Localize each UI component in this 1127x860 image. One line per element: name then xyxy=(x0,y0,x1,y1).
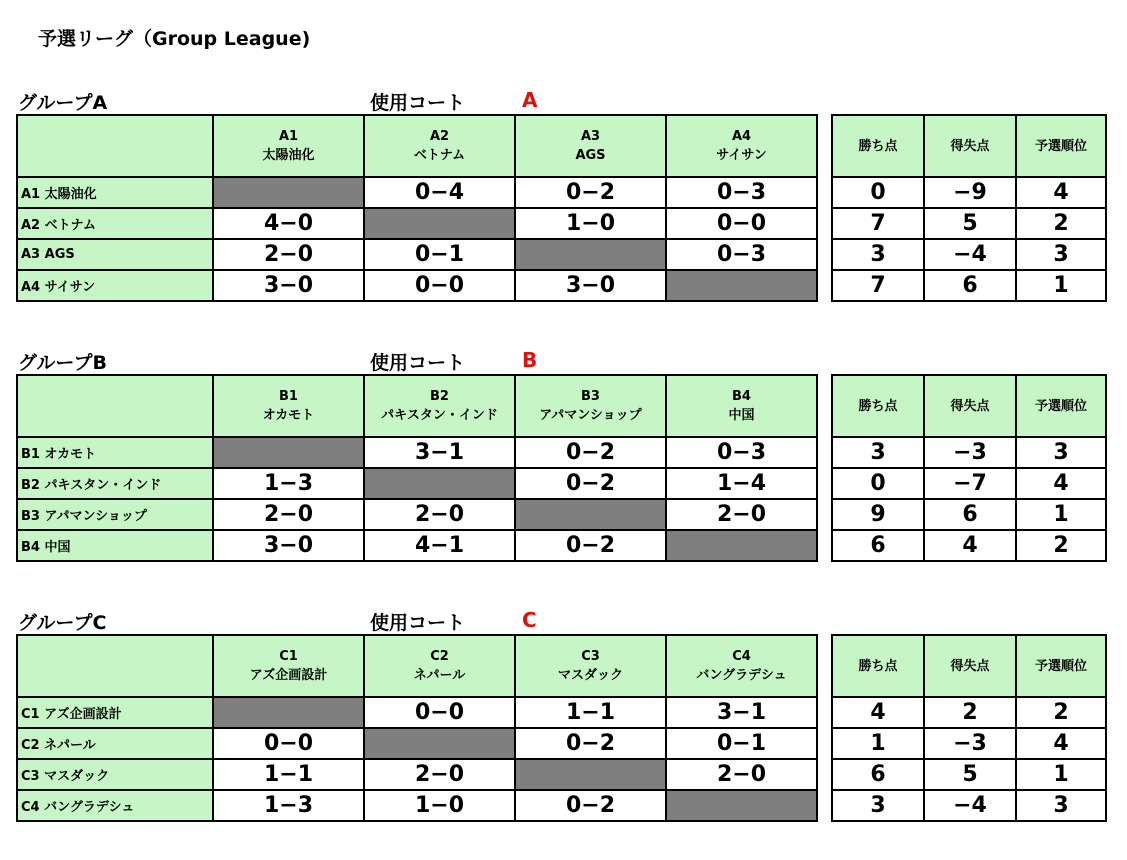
goal-diff-cell: 2 xyxy=(924,697,1016,728)
stats-header: 得失点 xyxy=(924,115,1016,177)
points-cell: 3 xyxy=(832,239,924,270)
goal-diff-cell: 4 xyxy=(924,530,1016,561)
group-title: グループB xyxy=(18,352,107,374)
score-cell: 2−0 xyxy=(666,759,817,790)
score-cell: 0−1 xyxy=(364,239,515,270)
group-section xyxy=(0,348,1127,598)
table-row xyxy=(832,177,1106,208)
team-code: A2 xyxy=(429,129,450,144)
row-team-label: C2 ネパール xyxy=(17,728,213,759)
team-code: B3 xyxy=(581,389,600,404)
points-cell: 0 xyxy=(832,468,924,499)
score-cell: 0−0 xyxy=(364,697,515,728)
corner-cell xyxy=(17,375,213,437)
row-team-label: C4 バングラデシュ xyxy=(17,790,213,821)
column-header xyxy=(515,375,666,437)
team-code: A3 xyxy=(580,129,601,144)
stats-header: 予選順位 xyxy=(1016,635,1106,697)
column-header xyxy=(213,115,364,177)
column-header xyxy=(213,635,364,697)
points-cell: 6 xyxy=(832,530,924,561)
row-team-label: B2 パキスタン・インド xyxy=(17,468,213,499)
points-cell: 9 xyxy=(832,499,924,530)
score-cell: 0−3 xyxy=(666,239,817,270)
row-team-label: C3 マスダック xyxy=(17,759,213,790)
row-team-label: A1 太陽油化 xyxy=(17,177,213,208)
column-header xyxy=(515,635,666,697)
team-code: C3 xyxy=(581,649,600,664)
self-match-cell xyxy=(213,437,364,468)
court-label: 使用コート xyxy=(370,92,466,114)
column-header xyxy=(213,375,364,437)
points-cell: 7 xyxy=(832,208,924,239)
self-match-cell xyxy=(515,239,666,270)
table-row xyxy=(832,208,1106,239)
table-row xyxy=(832,530,1106,561)
score-cell: 2−0 xyxy=(213,239,364,270)
score-cell: 2−0 xyxy=(666,499,817,530)
goal-diff-cell: −4 xyxy=(924,239,1016,270)
rank-cell: 3 xyxy=(1016,790,1106,821)
score-cell: 1−1 xyxy=(213,759,364,790)
team-name: サイサン xyxy=(716,148,767,163)
rank-cell: 1 xyxy=(1016,270,1106,301)
standings-table xyxy=(831,114,1107,302)
rank-cell: 4 xyxy=(1016,468,1106,499)
score-cell: 1−3 xyxy=(213,468,364,499)
rank-cell: 3 xyxy=(1016,239,1106,270)
table-row xyxy=(832,759,1106,790)
self-match-cell xyxy=(213,177,364,208)
team-code: C4 xyxy=(732,649,751,664)
goal-diff-cell: −3 xyxy=(924,437,1016,468)
score-cell: 0−0 xyxy=(364,270,515,301)
table-row xyxy=(832,790,1106,821)
rank-cell: 3 xyxy=(1016,437,1106,468)
table-row xyxy=(17,759,817,790)
team-name: ベトナム xyxy=(413,148,466,163)
score-cell: 3−0 xyxy=(515,270,666,301)
row-team-label: B4 中国 xyxy=(17,530,213,561)
table-row xyxy=(17,208,817,239)
column-header xyxy=(666,635,817,697)
team-name: 太陽油化 xyxy=(262,148,315,163)
team-name: オカモト xyxy=(262,408,315,423)
team-code: C2 xyxy=(430,649,449,664)
score-cell: 3−1 xyxy=(666,697,817,728)
score-cell: 3−1 xyxy=(364,437,515,468)
table-row xyxy=(17,499,817,530)
row-team-label: A2 ベトナム xyxy=(17,208,213,239)
score-cell: 2−0 xyxy=(364,759,515,790)
score-cell: 0−2 xyxy=(515,177,666,208)
score-cell: 0−3 xyxy=(666,437,817,468)
column-header xyxy=(364,115,515,177)
rank-cell: 2 xyxy=(1016,697,1106,728)
points-cell: 3 xyxy=(832,790,924,821)
self-match-cell xyxy=(213,697,364,728)
goal-diff-cell: 5 xyxy=(924,208,1016,239)
table-row xyxy=(17,177,817,208)
rank-cell: 2 xyxy=(1016,208,1106,239)
blank-box xyxy=(512,8,647,63)
score-cell: 1−0 xyxy=(515,208,666,239)
stats-header: 勝ち点 xyxy=(832,635,924,697)
row-team-label: B1 オカモト xyxy=(17,437,213,468)
table-row xyxy=(17,270,817,301)
rank-cell: 1 xyxy=(1016,759,1106,790)
team-name: 中国 xyxy=(728,408,755,423)
score-cell: 0−2 xyxy=(515,790,666,821)
team-name: ネパール xyxy=(413,668,466,683)
group-section xyxy=(0,88,1127,338)
column-header xyxy=(515,115,666,177)
table-row xyxy=(17,468,817,499)
row-team-label: C1 アズ企画設計 xyxy=(17,697,213,728)
score-cell: 0−2 xyxy=(515,728,666,759)
corner-cell xyxy=(17,635,213,697)
stats-header: 予選順位 xyxy=(1016,375,1106,437)
rank-cell: 1 xyxy=(1016,499,1106,530)
group-section xyxy=(0,608,1127,858)
row-team-label: A3 AGS xyxy=(17,239,213,270)
group-title: グループA xyxy=(18,92,108,114)
score-cell: 2−0 xyxy=(364,499,515,530)
table-row xyxy=(17,697,817,728)
stats-header: 勝ち点 xyxy=(832,375,924,437)
table-row xyxy=(17,437,817,468)
results-table xyxy=(16,114,818,302)
table-row xyxy=(832,499,1106,530)
self-match-cell xyxy=(364,208,515,239)
score-cell: 0−2 xyxy=(515,530,666,561)
court-letter: C xyxy=(522,608,537,632)
goal-diff-cell: 5 xyxy=(924,759,1016,790)
score-cell: 3−0 xyxy=(213,530,364,561)
results-table xyxy=(16,374,818,562)
score-cell: 1−3 xyxy=(213,790,364,821)
court-label: 使用コート xyxy=(370,612,466,634)
self-match-cell xyxy=(666,790,817,821)
points-cell: 6 xyxy=(832,759,924,790)
rank-cell: 4 xyxy=(1016,728,1106,759)
standings-table xyxy=(831,634,1107,822)
court-letter: A xyxy=(522,88,538,112)
team-code: C1 xyxy=(279,649,298,664)
table-row xyxy=(832,437,1106,468)
goal-diff-cell: 6 xyxy=(924,499,1016,530)
score-cell: 1−1 xyxy=(515,697,666,728)
team-code: B4 xyxy=(732,389,751,404)
self-match-cell xyxy=(666,530,817,561)
column-header xyxy=(666,115,817,177)
table-row xyxy=(832,728,1106,759)
page-title: 予選リーグ（Group League) xyxy=(38,28,311,50)
stats-header: 予選順位 xyxy=(1016,115,1106,177)
score-cell: 4−1 xyxy=(364,530,515,561)
score-cell: 0−3 xyxy=(666,177,817,208)
stats-header: 勝ち点 xyxy=(832,115,924,177)
self-match-cell xyxy=(515,759,666,790)
score-cell: 0−0 xyxy=(666,208,817,239)
score-cell: 1−0 xyxy=(364,790,515,821)
goal-diff-cell: −4 xyxy=(924,790,1016,821)
team-name: バングラデシュ xyxy=(696,668,787,683)
corner-cell xyxy=(17,115,213,177)
table-row xyxy=(17,239,817,270)
goal-diff-cell: −3 xyxy=(924,728,1016,759)
team-name: アパマンショップ xyxy=(539,408,642,423)
self-match-cell xyxy=(515,499,666,530)
team-code: B1 xyxy=(279,389,298,404)
column-header xyxy=(364,635,515,697)
points-cell: 4 xyxy=(832,697,924,728)
score-cell: 0−4 xyxy=(364,177,515,208)
self-match-cell xyxy=(666,270,817,301)
points-cell: 1 xyxy=(832,728,924,759)
team-name: パキスタン・インド xyxy=(381,408,498,423)
team-code: B2 xyxy=(430,389,449,404)
court-label: 使用コート xyxy=(370,352,466,374)
score-cell: 3−0 xyxy=(213,270,364,301)
results-table xyxy=(16,634,818,822)
team-code: A1 xyxy=(278,129,299,144)
row-team-label: B3 アパマンショップ xyxy=(17,499,213,530)
court-letter: B xyxy=(522,348,538,372)
score-cell: 4−0 xyxy=(213,208,364,239)
score-cell: 0−2 xyxy=(515,437,666,468)
score-cell: 0−0 xyxy=(213,728,364,759)
points-cell: 0 xyxy=(832,177,924,208)
score-cell: 1−4 xyxy=(666,468,817,499)
score-cell: 2−0 xyxy=(213,499,364,530)
team-code: A4 xyxy=(731,129,752,144)
score-cell: 0−1 xyxy=(666,728,817,759)
stats-header: 得失点 xyxy=(924,375,1016,437)
team-name: アズ企画設計 xyxy=(249,668,328,683)
points-cell: 7 xyxy=(832,270,924,301)
row-team-label: A4 サイサン xyxy=(17,270,213,301)
group-title: グループC xyxy=(18,612,107,634)
points-cell: 3 xyxy=(832,437,924,468)
standings-table xyxy=(831,374,1107,562)
table-row xyxy=(832,697,1106,728)
score-cell: 0−2 xyxy=(515,468,666,499)
stats-header: 得失点 xyxy=(924,635,1016,697)
goal-diff-cell: −9 xyxy=(924,177,1016,208)
goal-diff-cell: 6 xyxy=(924,270,1016,301)
table-row xyxy=(17,790,817,821)
self-match-cell xyxy=(364,468,515,499)
column-header xyxy=(666,375,817,437)
table-row xyxy=(832,468,1106,499)
goal-diff-cell: −7 xyxy=(924,468,1016,499)
table-row xyxy=(17,530,817,561)
table-row xyxy=(832,239,1106,270)
rank-cell: 4 xyxy=(1016,177,1106,208)
column-header xyxy=(364,375,515,437)
self-match-cell xyxy=(364,728,515,759)
table-row xyxy=(832,270,1106,301)
rank-cell: 2 xyxy=(1016,530,1106,561)
team-name: AGS xyxy=(575,148,606,163)
table-row xyxy=(17,728,817,759)
team-name: マスダック xyxy=(557,668,623,683)
